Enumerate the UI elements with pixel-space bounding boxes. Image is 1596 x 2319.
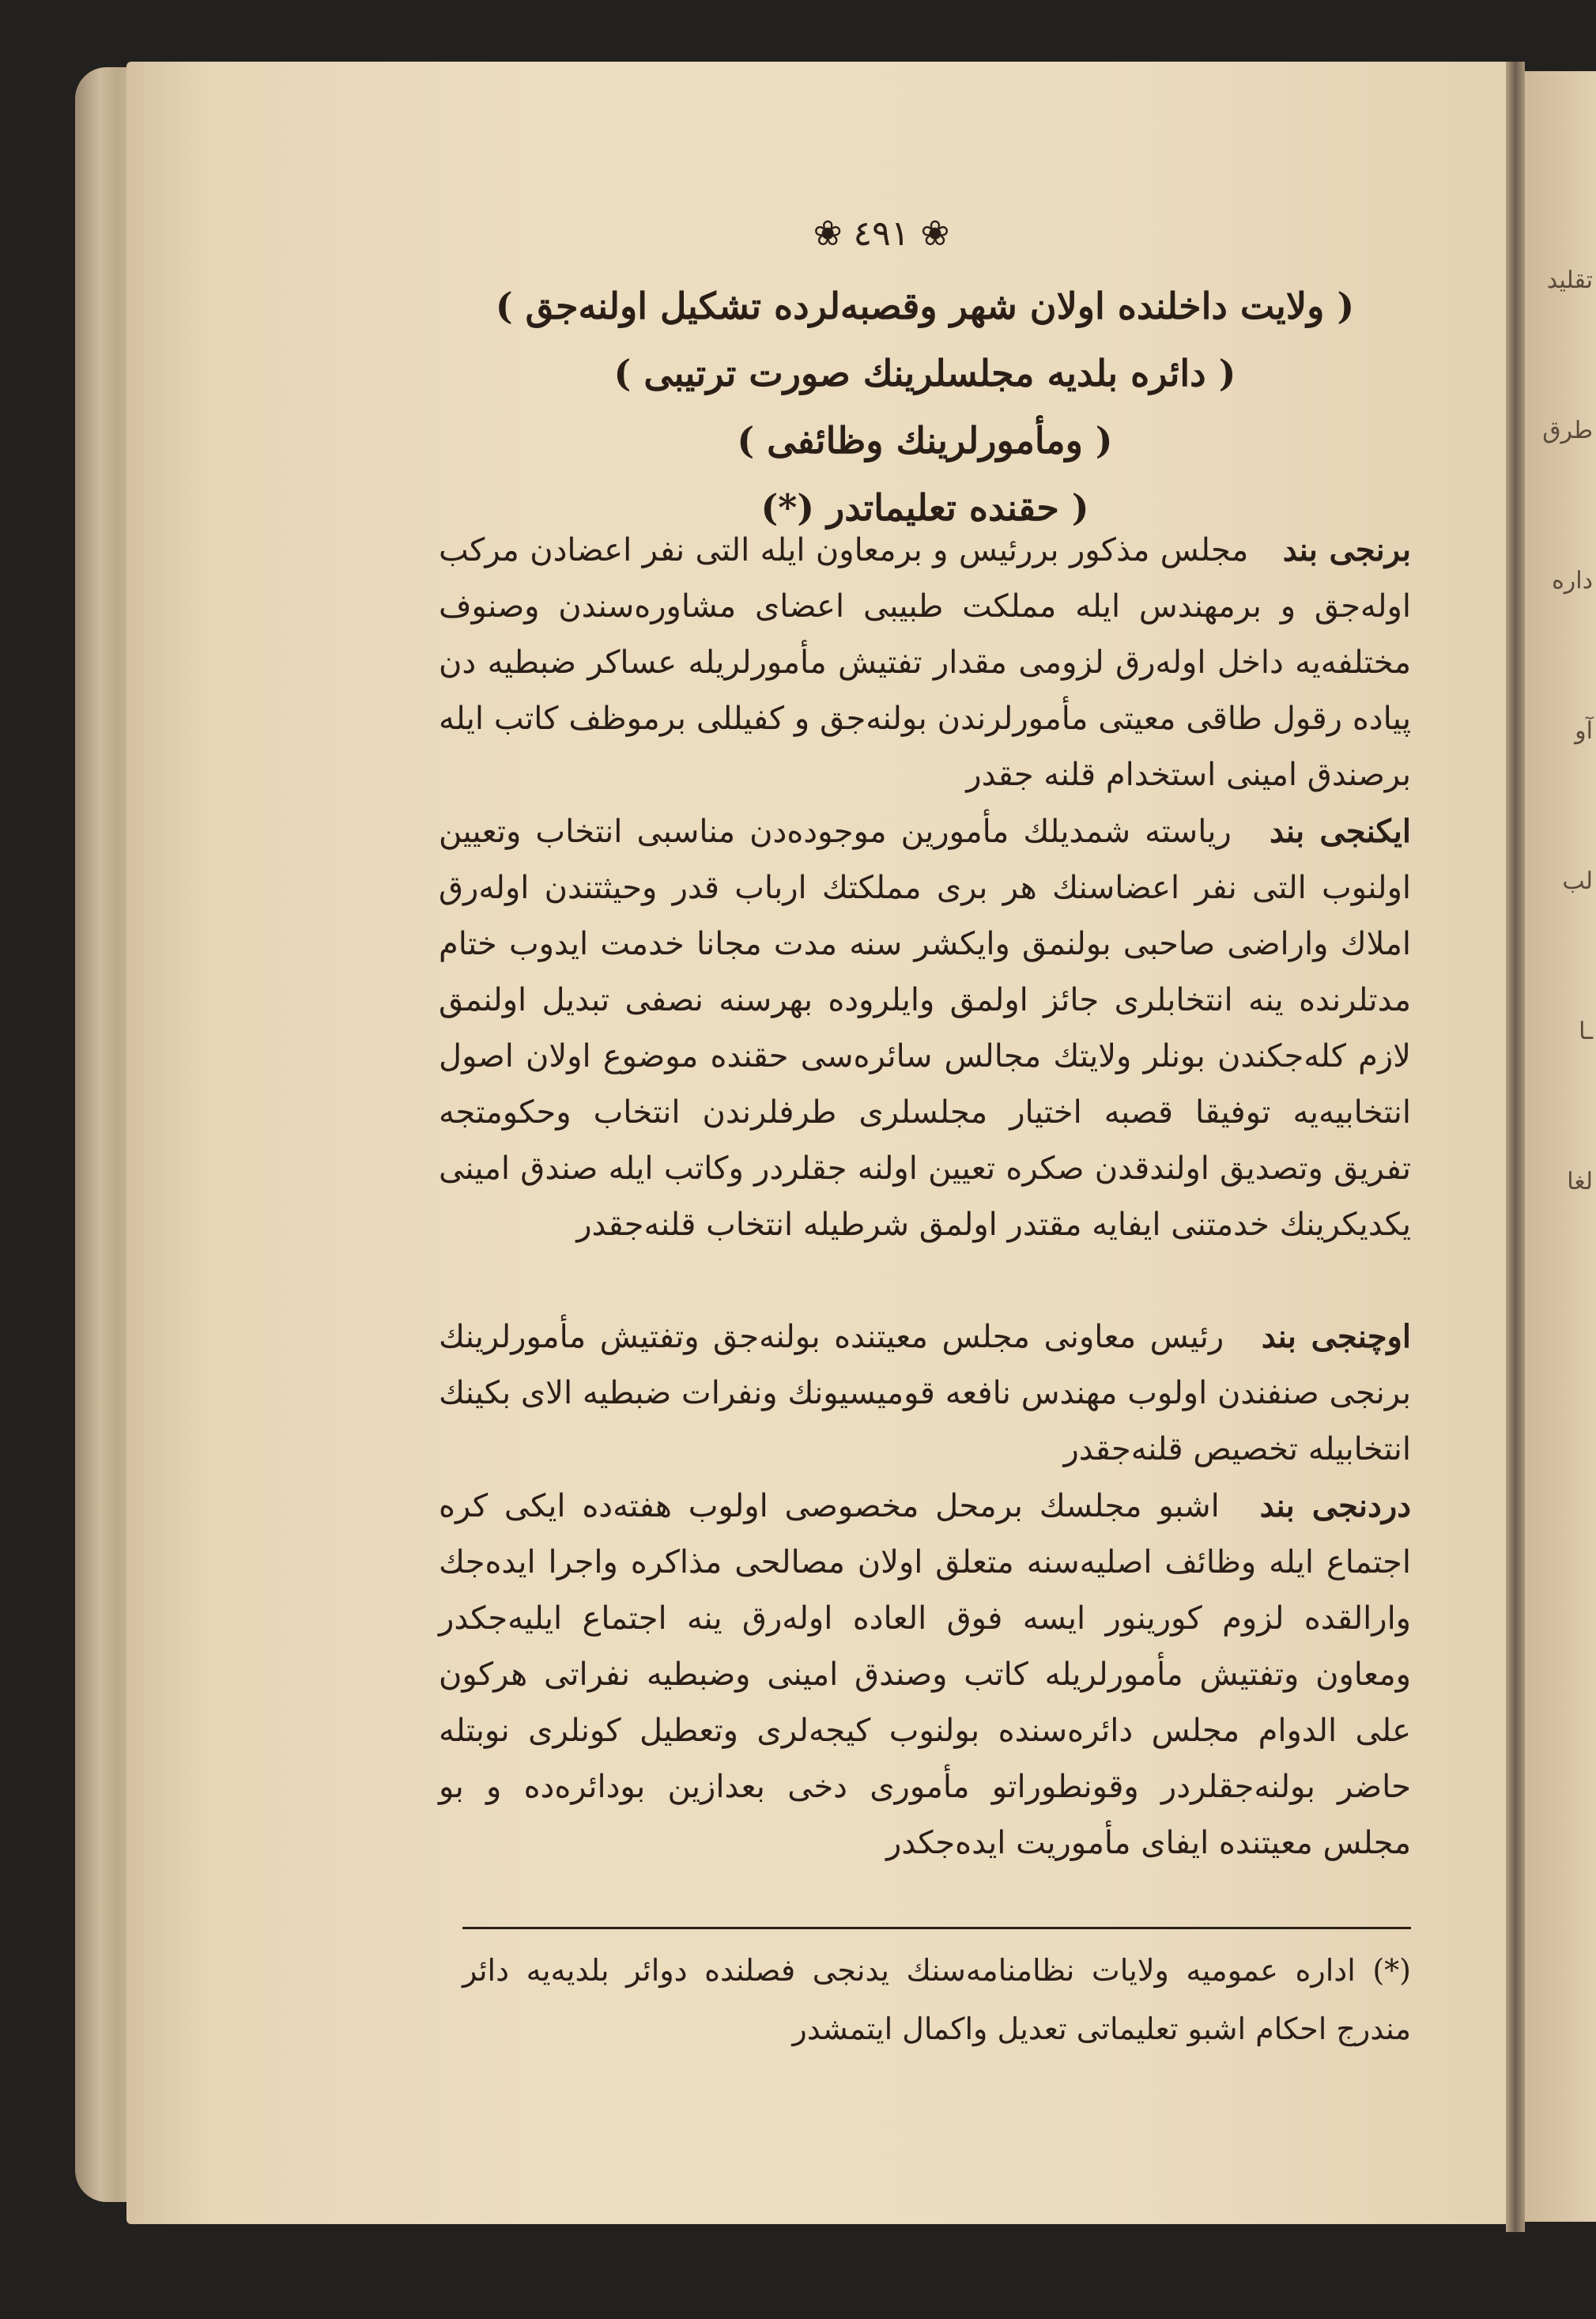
- facing-page-fragment: لغا: [1567, 1168, 1593, 1195]
- article-text: رياسته شمديلك مأمورين موجوده‌دن مناسبى انتخاب وتعيين اولنوب التى نفر اعضاسنك هر برى مملكتك ارباب قدر وحيثتندن اوله‌رق املاك واراضى صاحبى بولنمق وايكشر سنه مدت مجانا خدمت ايدوب ختام مدتلرنده ينه انتخابلرى جائز اولمق وايلروده بهرسنه نصفى تبديل اولنمق لازم كله‌جكندن بونلر ولايتك مجالس سائره‌سى حقنده موضوع اولان اصول انتخابيه‌يه توفيقا قصبه اختيار مجلسلرى طرفلرندن انتخاب وحكومتجه تفريق وتصديق اولندقدن صكره تعيين اولنه جقلردر وكاتب ايله صندق امينى يكديكرينك خدمتنى ايفايه مقتدر اولمق شرطيله انتخاب قلنه‌جقدر: [439, 814, 1411, 1243]
- article-3: [439, 1309, 1411, 1478]
- article-label: دردنجى بند: [1259, 1487, 1412, 1524]
- footnote: (*) اداره عموميه ولايات نظامنامه‌سنك يدنجى فصلنده دوائر بلديه‌يه دائر مندرج احكام اشبو تعليماتى تعديل واكمال ايتمشدر: [462, 1953, 1411, 2046]
- article-4: [439, 1478, 1411, 1871]
- title-line: ( ومأمورلرينك وظائفى ): [737, 419, 1113, 462]
- article-1: [439, 522, 1411, 803]
- article-text: اشبو مجلسك برمحل مخصوصى اولوب هفته‌ده ايكى كره اجتماع ايله وظائف اصليه‌سنه متعلق اولان مصالحى مذاكره واجرا ايده‌جك وارالقده لزوم كورينور ايسه فوق العاده اوله‌رق ينه اجتماع ايليه‌جكدر ومعاون وتفتيش مأمورلريله كاتب وصندق امينى وضبطيه نفراتى هركون على الدوام مجلس دائره‌سنده بولنوب كيجه‌لرى وتعطيل كونلرى نوبتله حاضر بولنه‌جقلردر وقونطوراتو مأمورى دخى بعدازين بودائره‌ده و بو مجلس معيتنده ايفاى مأموريت ايده‌جكدر: [439, 1488, 1412, 1861]
- facing-page-fragment: لب: [1562, 867, 1593, 895]
- article-label: ايكنجى بند: [1269, 813, 1411, 850]
- facing-page-fragment: داره: [1552, 567, 1593, 595]
- footnote-divider: [462, 1927, 1411, 1929]
- title-line: ( حقنده تعليماتدر (*): [760, 486, 1089, 529]
- facing-page-fragment: ـا: [1579, 1018, 1593, 1045]
- facing-page-fragment: طرق: [1542, 417, 1593, 444]
- article-2: [439, 803, 1411, 1253]
- title-line: ( ولايت داخلنده اولان شهر وقصبه‌لرده تشكيل اولنه‌جق ): [495, 285, 1355, 327]
- document-title: [439, 273, 1411, 542]
- article-text: مجلس مذكور بررئيس و برمعاون ايله التى نفر اعضادن مركب اوله‌جق و برمهندس ايله مملكت طبيبى اعضاى مشاوره‌سندن وصنوف مختلفه‌يه داخل اوله‌رق لزومى مقدار تفتيش مأمورلريله عساكر ضبطيه دن پياده رقول طاقى معيتى مأمورلرندن بولنه‌جق و كفيللى برموظف كاتب ايله برصندق امينى استخدام قلنه جقدر: [439, 532, 1411, 793]
- article-text: رئيس معاونى مجلس معيتنده بولنه‌جق وتفتيش مأمورلرينك برنجى صنفندن اولوب مهندس نافعه قوميسيونك ونفرات ضبطيه الاى بكينك انتخابيله تخصيص قلنه‌جقدر: [439, 1319, 1411, 1467]
- facing-page-text-fragments: [1542, 206, 1593, 1257]
- book-gutter: [1506, 62, 1525, 2232]
- paragraph-gap: [439, 1253, 1411, 1309]
- title-line: ( دائره بلديه مجلسلرينك صورت ترتيبى ): [613, 352, 1236, 395]
- document-body: [439, 522, 1411, 1871]
- facing-page-fragment: تقليد: [1546, 266, 1593, 294]
- article-label: اوچنجى بند: [1261, 1318, 1411, 1355]
- article-label: برنجى بند: [1282, 531, 1411, 568]
- page-number: ❀ ٤٩١ ❀: [813, 213, 950, 254]
- facing-page-fragment: آو: [1575, 717, 1593, 745]
